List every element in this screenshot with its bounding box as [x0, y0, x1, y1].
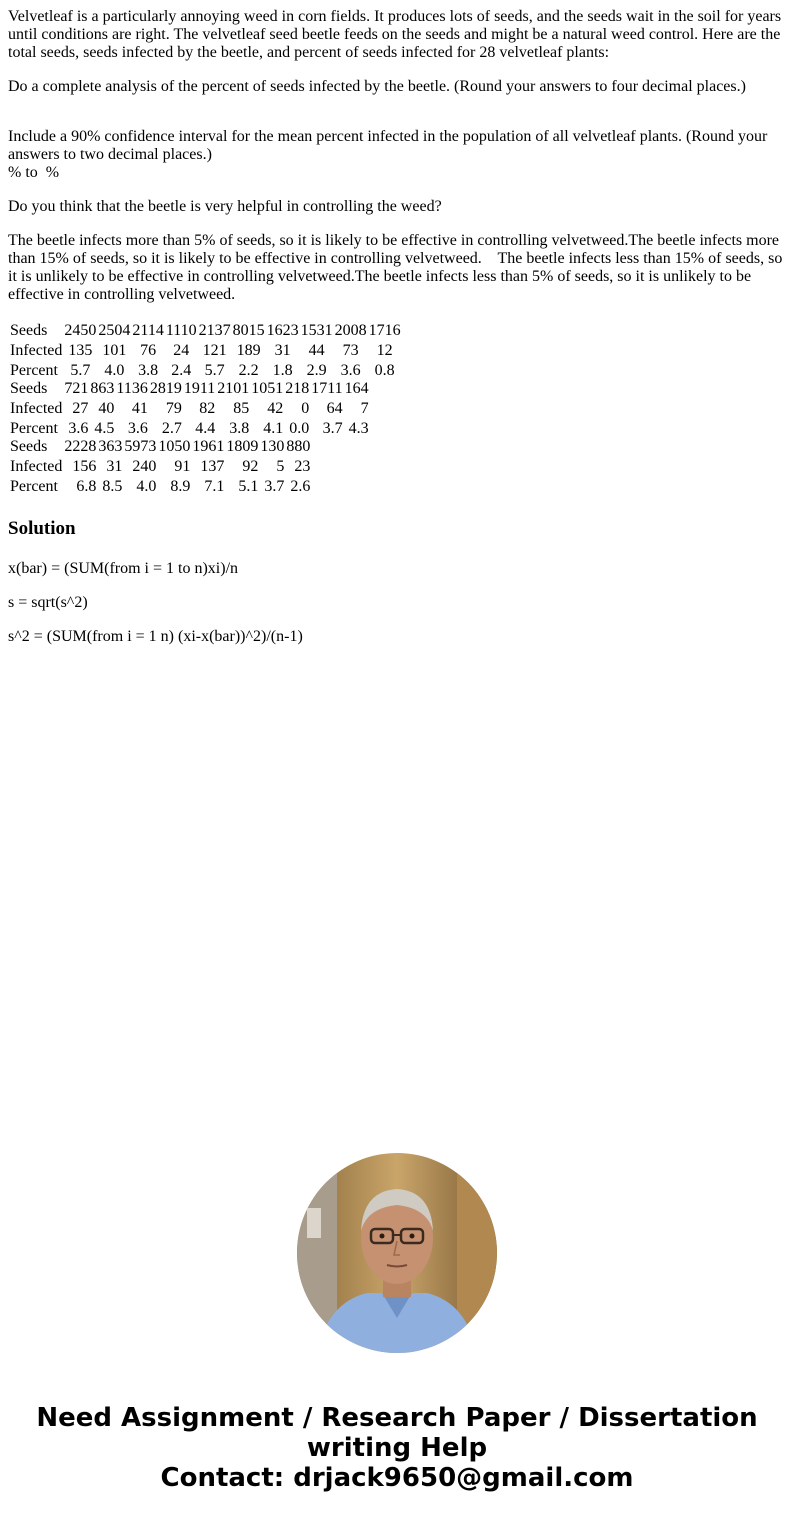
row-label: Percent [10, 362, 58, 379]
table-cell: 76 [140, 342, 157, 359]
table-cell: 8.5 [102, 478, 123, 495]
row-label: Infected [10, 458, 63, 475]
row-label: Seeds [10, 380, 48, 397]
table-cell: 5 [276, 458, 285, 475]
table-cell: 240 [132, 458, 157, 475]
table-cell: 31 [274, 342, 291, 359]
table-cell: 27 [72, 400, 89, 417]
table-cell: 1136 [116, 380, 148, 397]
table-cell: 7.1 [204, 478, 225, 495]
table-cell: 1110 [165, 322, 197, 339]
table-cell: 82 [199, 400, 216, 417]
table-cell: 2008 [334, 322, 367, 339]
analysis-prompt: Do a complete analysis of the percent of seeds infected by the beetle. (Round your answers to four decimal places.) [8, 78, 746, 95]
table-cell: 1809 [226, 438, 259, 455]
table-cell: 4.4 [195, 420, 216, 437]
data-table-3 [8, 436, 312, 498]
solution-line-sd: s = sqrt(s^2) [8, 594, 88, 611]
solution-line-variance: s^2 = (SUM(from i = 1 n) (xi-x(bar))^2)/(n-1) [8, 628, 303, 645]
table-cell: 880 [286, 438, 311, 455]
table-row [10, 342, 401, 360]
ci-answer-line: % to % [8, 164, 60, 181]
table-cell: 5973 [124, 438, 157, 455]
table-cell: 121 [202, 342, 227, 359]
avatar [297, 1153, 497, 1353]
table-cell: 2.7 [161, 420, 182, 437]
table-cell: 863 [90, 380, 115, 397]
table-cell: 4.3 [348, 420, 369, 437]
table-cell: 130 [260, 438, 285, 455]
table-cell: 164 [344, 380, 369, 397]
table-cell: 4.1 [263, 420, 284, 437]
table-cell: 64 [326, 400, 343, 417]
table-cell: 42 [267, 400, 284, 417]
solution-line-mean: x(bar) = (SUM(from i = 1 to n)xi)/n [8, 560, 239, 577]
table-cell: 8015 [232, 322, 265, 339]
table-cell: 137 [200, 458, 225, 475]
data-tables [8, 320, 786, 498]
table-cell: 0.0 [289, 420, 310, 437]
ci-prompt: Include a 90% confidence interval for the mean percent infected in the population of all velvetleaf plants. (Round your answers to two decimal places.) [8, 128, 768, 163]
table-cell: 2819 [149, 380, 182, 397]
table-cell: 79 [165, 400, 182, 417]
data-table-2 [8, 378, 371, 440]
table-cell: 41 [131, 400, 148, 417]
table-cell: 1531 [300, 322, 333, 339]
table-cell: 2114 [132, 322, 164, 339]
table-cell: 40 [98, 400, 115, 417]
table-cell: 2.2 [238, 362, 259, 379]
spacer [8, 112, 786, 128]
table-row [10, 458, 310, 476]
table-cell: 73 [342, 342, 359, 359]
table-cell: 85 [233, 400, 250, 417]
table-cell: 1911 [183, 380, 216, 397]
table-row [10, 380, 369, 398]
table-cell: 2.6 [290, 478, 311, 495]
table-cell: 4.0 [104, 362, 125, 379]
table-cell: 135 [68, 342, 93, 359]
table-cell: 3.7 [264, 478, 285, 495]
table-cell: 12 [376, 342, 393, 359]
table-cell: 24 [173, 342, 190, 359]
table-cell: 3.6 [68, 420, 89, 437]
table-cell: 44 [308, 342, 325, 359]
table-cell: 4.5 [94, 420, 115, 437]
table-cell: 8.9 [170, 478, 191, 495]
table-cell: 4.0 [136, 478, 157, 495]
table-cell: 0 [301, 400, 310, 417]
table-cell: 5.1 [238, 478, 259, 495]
table-cell: 156 [72, 458, 97, 475]
table-cell: 3.8 [229, 420, 250, 437]
table-cell: 5.7 [70, 362, 91, 379]
table-cell: 2.4 [171, 362, 192, 379]
table-cell: 2101 [217, 380, 250, 397]
spacer [8, 182, 786, 198]
table-cell: 1.8 [272, 362, 293, 379]
answer-choices: The beetle infects more than 5% of seeds, so it is likely to be effective in controlling velvetweed.The beetle infects more than 15% of seeds, so it is likely to be effective in controlling velvetweed. The beetle infects less than 15% of seeds, so it is unlikely to be effective in controlling velvetweed.The beetle infects less than 5% of seeds, so it is unlikely to be effective in controlling velvetweed. [8, 232, 787, 303]
table-cell: 1623 [266, 322, 299, 339]
table-cell: 2137 [198, 322, 231, 339]
table-cell: 218 [285, 380, 310, 397]
table-cell: 3.6 [340, 362, 361, 379]
table-cell: 1050 [158, 438, 191, 455]
table-cell: 1716 [368, 322, 401, 339]
table-cell: 2228 [64, 438, 97, 455]
footer-contact: Contact: drjack9650@gmail.com [160, 1463, 634, 1493]
table-cell: 2504 [98, 322, 131, 339]
table-cell: 23 [294, 458, 311, 475]
table-row [10, 478, 310, 496]
footer-banner [0, 1403, 794, 1493]
table-cell: 3.8 [138, 362, 159, 379]
row-label: Seeds [10, 438, 48, 455]
table-cell: 721 [64, 380, 89, 397]
row-label: Infected [10, 400, 63, 417]
solution-heading: Solution [8, 518, 76, 539]
question-content [8, 8, 786, 662]
data-table-1 [8, 320, 403, 382]
table-cell: 3.7 [322, 420, 343, 437]
table-row [10, 400, 369, 418]
table-cell: 5.7 [204, 362, 225, 379]
footer-line-2: writing Help [306, 1433, 488, 1463]
question-intro: Velvetleaf is a particularly annoying weed in corn fields. It produces lots of seeds, and the seeds wait in the soil for years until conditions are right. The velvetleaf seed beetle feeds on the seeds and might be a natural weed control. Here are the total seeds, seeds infected by the beetle, and percent of seeds infected for 28 velvetleaf plants: [8, 8, 782, 61]
table-cell: 1711 [311, 380, 343, 397]
row-label: Percent [10, 478, 58, 495]
table-cell: 6.8 [76, 478, 97, 495]
table-cell: 1961 [192, 438, 225, 455]
table-cell: 101 [102, 342, 127, 359]
table-cell: 2450 [64, 322, 97, 339]
table-cell: 363 [98, 438, 123, 455]
table-row [10, 322, 401, 340]
table-cell: 3.6 [127, 420, 148, 437]
helpful-prompt: Do you think that the beetle is very helpful in controlling the weed? [8, 198, 442, 215]
table-cell: 91 [174, 458, 191, 475]
table-cell: 31 [106, 458, 123, 475]
table-row [10, 438, 310, 456]
row-label: Percent [10, 420, 58, 437]
table-cell: 2.9 [306, 362, 327, 379]
row-label: Seeds [10, 322, 48, 339]
footer-line-1: Need Assignment / Research Paper / Dissertation [36, 1403, 758, 1433]
table-cell: 92 [242, 458, 259, 475]
table-cell: 189 [236, 342, 261, 359]
table-cell: 1051 [251, 380, 284, 397]
table-cell: 0.8 [374, 362, 395, 379]
table-cell: 7 [360, 400, 369, 417]
author-photo [297, 1153, 497, 1353]
row-label: Infected [10, 342, 63, 359]
